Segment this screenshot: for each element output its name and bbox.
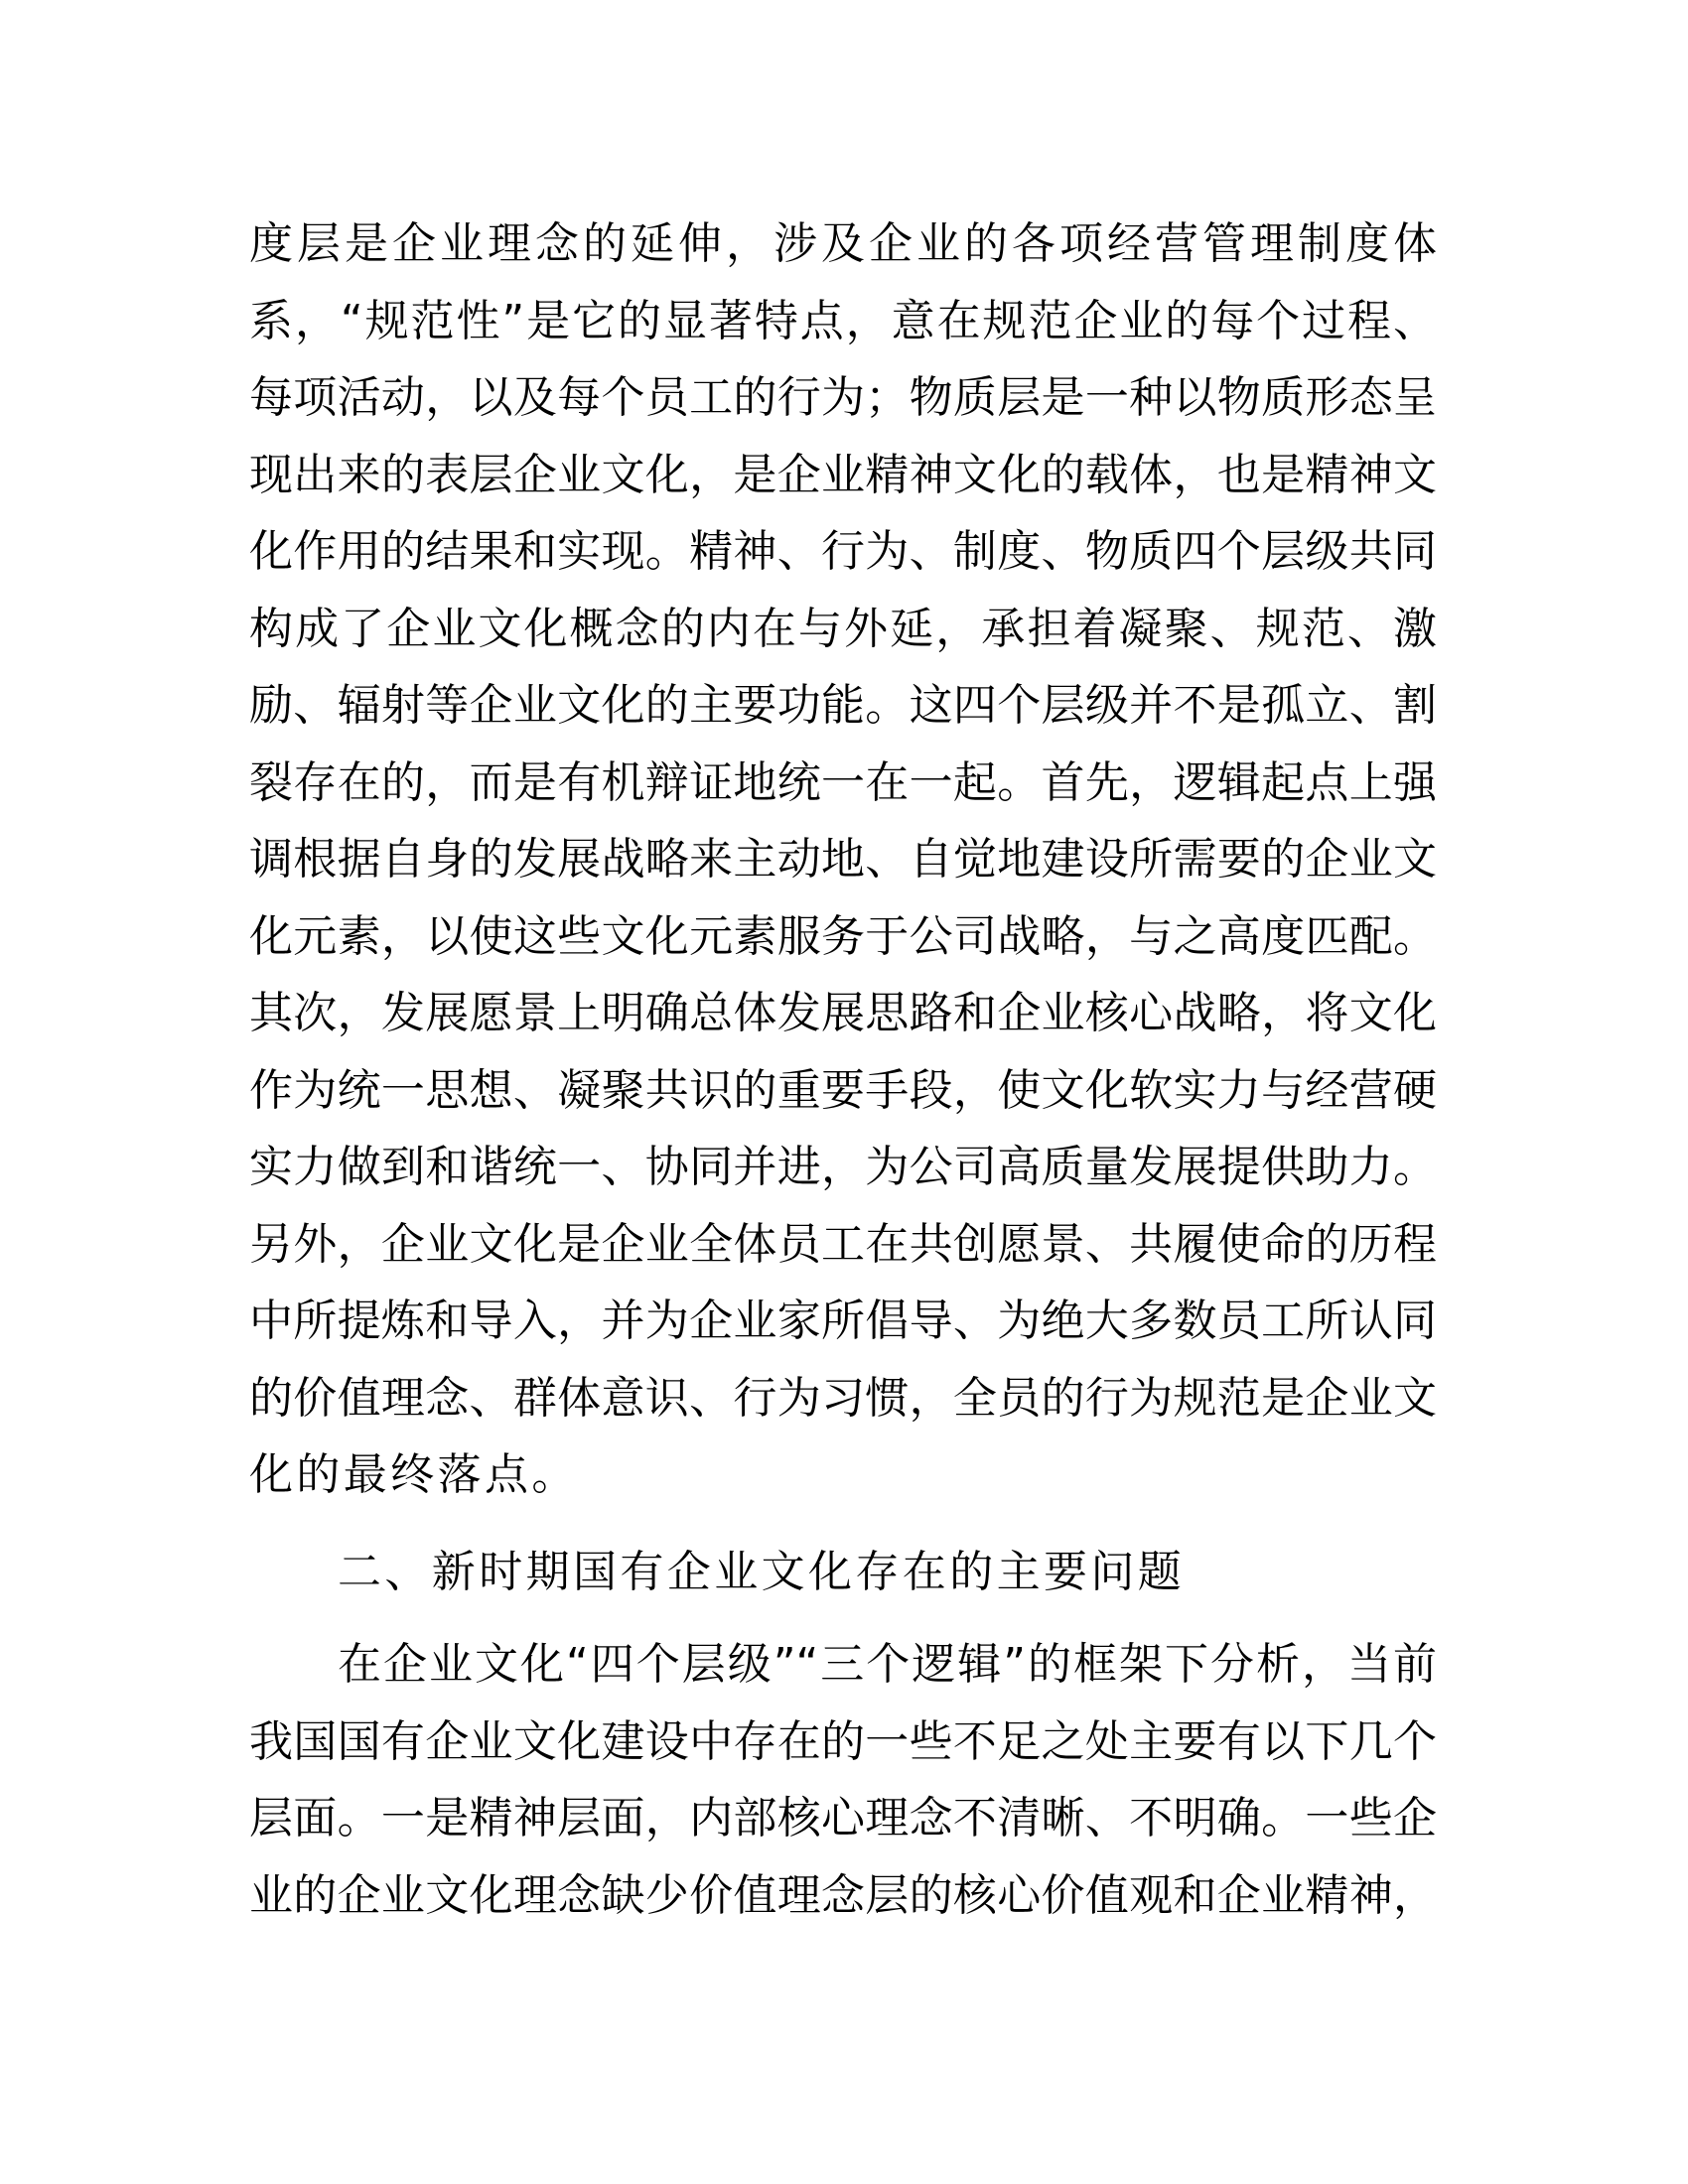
paragraph-main-problems (249, 1626, 1441, 1934)
text-line: 裂存在的，而是有机辩证地统一在一起。首先，逻辑起点上强 (249, 756, 1437, 808)
text-line: 每项活动，以及每个员工的行为；物质层是一种以物质形态呈 (249, 372, 1437, 423)
section-heading (249, 1534, 1441, 1611)
text-line: 调根据自身的发展战略来主动地、自觉地建设所需要的企业文 (249, 834, 1437, 885)
text-line: 构成了企业文化概念的内在与外延，承担着凝聚、规范、激 (249, 603, 1437, 654)
body-text (249, 205, 1441, 1934)
text-line: 作为统一思想、凝聚共识的重要手段，使文化软实力与经营硬 (249, 1064, 1437, 1116)
text-line-first: 在企业文化“四个层级”“三个逻辑”的框架下分析，当前 (338, 1639, 1437, 1690)
text-line: 其次，发展愿景上明确总体发展思路和企业核心战略，将文化 (249, 988, 1437, 1038)
text-line: 业的企业文化理念缺少价值理念层的核心价值观和企业精神， (249, 1869, 1437, 1921)
text-line: 励、辐射等企业文化的主要功能。这四个层级并不是孤立、割 (249, 680, 1437, 731)
text-line: 另外，企业文化是企业全体员工在共创愿景、共履使命的历程 (249, 1218, 1437, 1270)
text-line: 化元素，以使这些文化元素服务于公司战略，与之高度匹配。 (249, 910, 1437, 962)
text-line: 系，“规范性”是它的显著特点，意在规范企业的每个过程、 (249, 295, 1437, 346)
text-line: 化作用的结果和实现。精神、行为、制度、物质四个层级共同 (249, 526, 1437, 577)
text-line: 中所提炼和导入，并为企业家所倡导、为绝大多数员工所认同 (249, 1296, 1437, 1346)
section-heading-text: 二、新时期国有企业文化存在的主要问题 (338, 1546, 1186, 1597)
text-line-last: 化的最终落点。 (249, 1449, 579, 1500)
text-line: 的价值理念、群体意识、行为习惯，全员的行为规范是企业文 (249, 1372, 1437, 1424)
text-line: 实力做到和谐统一、协同并进，为公司高质量发展提供助力。 (249, 1142, 1437, 1192)
text-line: 层面。一是精神层面，内部核心理念不清晰、不明确。一些企 (249, 1793, 1437, 1843)
text-line: 我国国有企业文化建设中存在的一些不足之处主要有以下几个 (249, 1715, 1437, 1767)
text-line: 度层是企业理念的延伸，涉及企业的各项经营管理制度体 (249, 218, 1437, 269)
paragraph-layers-summary (249, 205, 1441, 1514)
text-line: 现出来的表层企业文化，是企业精神文化的载体，也是精神文 (249, 449, 1437, 500)
